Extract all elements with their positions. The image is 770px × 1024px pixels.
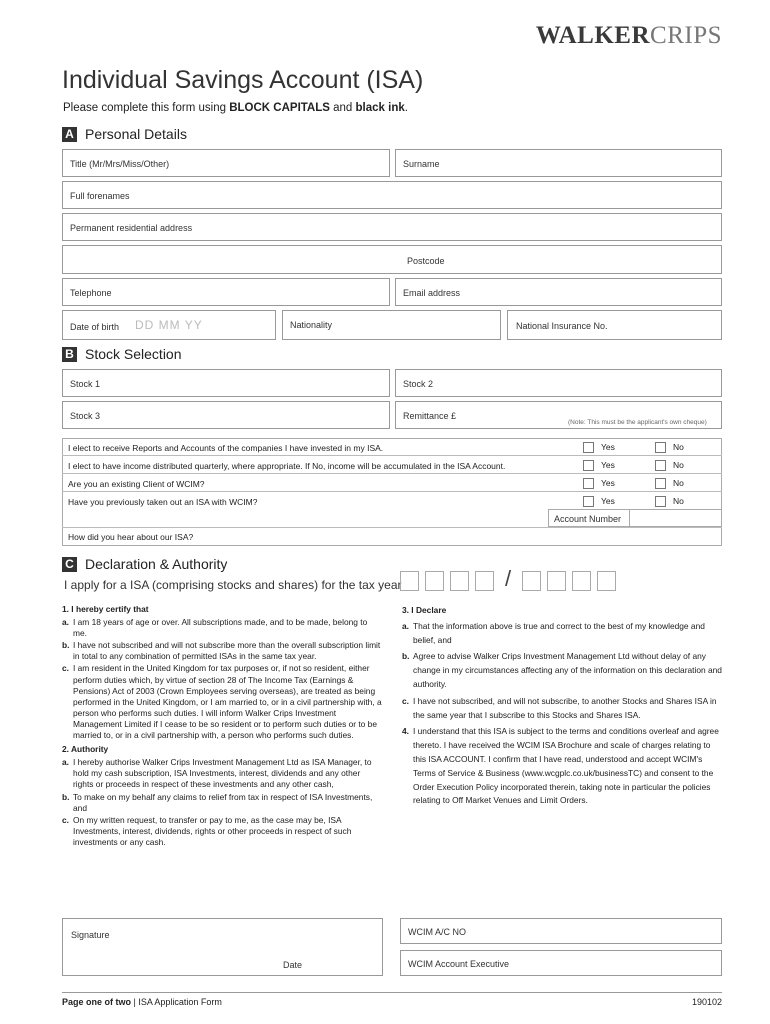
remittance-label: Remittance £ bbox=[403, 411, 457, 421]
tax-year-digit[interactable] bbox=[425, 571, 444, 591]
postcode-label: Postcode bbox=[407, 256, 445, 266]
yes-label: Yes bbox=[601, 478, 615, 488]
no-label: No bbox=[673, 496, 684, 506]
question-1: I elect to receive Reports and Accounts of the companies I have invested in my ISA. bbox=[68, 443, 384, 453]
account-number-label: Account Number bbox=[554, 514, 622, 524]
tax-year-digit[interactable] bbox=[400, 571, 419, 591]
certify-item-c: c. I am resident in the United Kingdom for tax purposes or, if not so resident, either perform duties which, by virtue of section 28 of The Income Tax (Earnings & Pensions) Act of 2003 (Crown Employees serving overseas), are treated as being performed in the United Kingdom, or I am married to, or in a civil partnership with, a person who performs such duties. I will inform Walker Crips Investment Management Limited if I cease to be so resident or to perform such duties or to be married to, or in a civil partnership with, a person who performs such duties. bbox=[62, 663, 382, 741]
section-a-heading: A Personal Details bbox=[62, 126, 187, 142]
authority-item-a: a. I hereby authorise Walker Crips Investment Management Ltd as ISA Manager, to hold my cash subscription, ISA Investments, interest, dividends and any other rights or proceeds in respect of these investments and any other cash, bbox=[62, 757, 372, 790]
tax-year-digit[interactable] bbox=[547, 571, 566, 591]
footer-code: 190102 bbox=[691, 997, 722, 1007]
address-line2-field[interactable] bbox=[62, 245, 722, 274]
dob-field[interactable] bbox=[62, 310, 276, 340]
declare-item-a: a. That the information above is true and correct to the best of my knowledge and belief, and bbox=[402, 620, 705, 645]
q-divider bbox=[62, 455, 722, 456]
q-divider bbox=[62, 473, 722, 474]
page-title: Individual Savings Account (ISA) bbox=[62, 66, 424, 94]
declare-item-c: c. I have not subscribed, and will not subscribe, to another Stocks and Shares ISA in the same year that I subscribe to this Stocks and Shares ISA. bbox=[402, 695, 717, 720]
address-label: Permanent residential address bbox=[70, 223, 193, 233]
title-field[interactable] bbox=[62, 149, 390, 177]
nationality-label: Nationality bbox=[290, 320, 333, 330]
authority-item-c: c. On my written request, to transfer or pay to me, as the case may be, ISA Investments, interest, dividends, rights or other proceeds in respect of such investments or any cash. bbox=[62, 814, 352, 847]
certify-column bbox=[62, 602, 382, 849]
certify-item-b: b. I have not subscribed and will not subscribe more than the overall subscription limit in total to any combination of permitted ISAs in the same tax year. bbox=[62, 640, 381, 662]
address-field[interactable] bbox=[62, 213, 722, 241]
stock2-field[interactable] bbox=[395, 369, 722, 397]
section-c-heading: C Declaration & Authority bbox=[62, 556, 227, 572]
stock3-field[interactable] bbox=[62, 401, 390, 429]
surname-label: Surname bbox=[403, 159, 440, 169]
signature-label: Signature bbox=[71, 930, 110, 940]
question-3: Are you an existing Client of WCIM? bbox=[68, 479, 205, 489]
no-label: No bbox=[673, 460, 684, 470]
surname-field[interactable] bbox=[395, 149, 722, 177]
section-b-heading: B Stock Selection bbox=[62, 346, 182, 362]
dob-label: Date of birth bbox=[70, 322, 120, 332]
no-label: No bbox=[673, 478, 684, 488]
tax-year-digit[interactable] bbox=[597, 571, 616, 591]
yes-label: Yes bbox=[601, 442, 615, 452]
dob-placeholder: DD MM YY bbox=[135, 318, 203, 332]
wcim-ac-label: WCIM A/C NO bbox=[408, 927, 466, 937]
q3-yes-checkbox[interactable] bbox=[583, 478, 594, 489]
q4-yes-checkbox[interactable] bbox=[583, 496, 594, 507]
authority-heading: 2. Authority bbox=[62, 744, 109, 755]
q-divider bbox=[62, 527, 722, 528]
hear-label: How did you hear about our ISA? bbox=[68, 532, 194, 542]
account-number-box[interactable] bbox=[548, 509, 722, 527]
footer-divider bbox=[62, 992, 722, 993]
question-4: Have you previously taken out an ISA with WCIM? bbox=[68, 497, 258, 507]
q-divider bbox=[62, 491, 722, 492]
yes-label: Yes bbox=[601, 460, 615, 470]
q2-no-checkbox[interactable] bbox=[655, 460, 666, 471]
q2-yes-checkbox[interactable] bbox=[583, 460, 594, 471]
email-label: Email address bbox=[403, 288, 461, 298]
q4-no-checkbox[interactable] bbox=[655, 496, 666, 507]
forenames-field[interactable] bbox=[62, 181, 722, 209]
tax-year-digit[interactable] bbox=[450, 571, 469, 591]
brand-logo: WALKERCRIPS bbox=[535, 22, 722, 49]
declare-item-4: 4. I understand that this ISA is subject to the terms and conditions overleaf and agree thereto. I have received the WCIM ISA Brochure and scale of charges relating to this ISA ACCOUNT. I confirm that I have read, understood and accept WCIM's Terms of Service & Business (www.wcgplc.co.uk/businessTC) and consent to the Order Execution Policy incorporated therein, taking note in particular the policies relating to Off Market Venues and Limit Orders. bbox=[402, 726, 719, 806]
wcim-exec-label: WCIM Account Executive bbox=[408, 959, 510, 969]
authority-item-b: b. To make on my behalf any claims to relief from tax in respect of ISA Investments, and bbox=[62, 791, 373, 813]
tax-year-label: I apply for a ISA (comprising stocks and shares) for the tax year bbox=[64, 578, 402, 592]
remittance-field[interactable] bbox=[395, 401, 722, 429]
wcim-exec-field[interactable] bbox=[400, 950, 722, 976]
tax-year-digit[interactable] bbox=[475, 571, 494, 591]
title-label: Title (Mr/Mrs/Miss/Other) bbox=[70, 159, 170, 169]
intro-text: Please complete this form using BLOCK CAPITALS and black ink. bbox=[63, 102, 408, 114]
signature-field[interactable] bbox=[62, 918, 383, 976]
remittance-note: (Note: This must be the applicant's own cheque) bbox=[568, 419, 707, 426]
telephone-label: Telephone bbox=[70, 288, 112, 298]
tax-year-digit[interactable] bbox=[572, 571, 591, 591]
ni-label: National Insurance No. bbox=[516, 321, 608, 331]
q1-no-checkbox[interactable] bbox=[655, 442, 666, 453]
yes-label: Yes bbox=[601, 496, 615, 506]
stock1-field[interactable] bbox=[62, 369, 390, 397]
declare-heading: 3. I Declare bbox=[402, 605, 447, 615]
question-2: I elect to have income distributed quarterly, where appropriate. If No, income will be accumulated in the ISA Account. bbox=[68, 461, 506, 471]
declare-column bbox=[402, 602, 722, 809]
nationality-field[interactable] bbox=[282, 310, 501, 340]
ni-field[interactable] bbox=[507, 310, 722, 340]
tax-year-digit[interactable] bbox=[522, 571, 541, 591]
stock2-label: Stock 2 bbox=[403, 379, 434, 389]
declare-item-b: b. Agree to advise Walker Crips Investment Management Ltd without delay of any change in my circumstances affecting any of the information on this declaration and authority. bbox=[402, 651, 722, 689]
stock3-label: Stock 3 bbox=[70, 411, 101, 421]
stock1-label: Stock 1 bbox=[70, 379, 101, 389]
forenames-label: Full forenames bbox=[70, 191, 130, 201]
certify-heading: 1. I hereby certify that bbox=[62, 604, 149, 614]
certify-item-a: a. I am 18 years of age or over. All subscriptions made, and to be made, belong to me. bbox=[62, 617, 368, 639]
footer-text: Page one of two | ISA Application Form bbox=[62, 997, 222, 1007]
q3-no-checkbox[interactable] bbox=[655, 478, 666, 489]
q1-yes-checkbox[interactable] bbox=[583, 442, 594, 453]
email-field[interactable] bbox=[395, 278, 722, 306]
no-label: No bbox=[673, 442, 684, 452]
tax-year-slash: / bbox=[505, 566, 512, 591]
wcim-ac-field[interactable] bbox=[400, 918, 722, 944]
account-number-divider bbox=[629, 510, 630, 526]
date-label: Date bbox=[283, 960, 303, 970]
telephone-field[interactable] bbox=[62, 278, 390, 306]
